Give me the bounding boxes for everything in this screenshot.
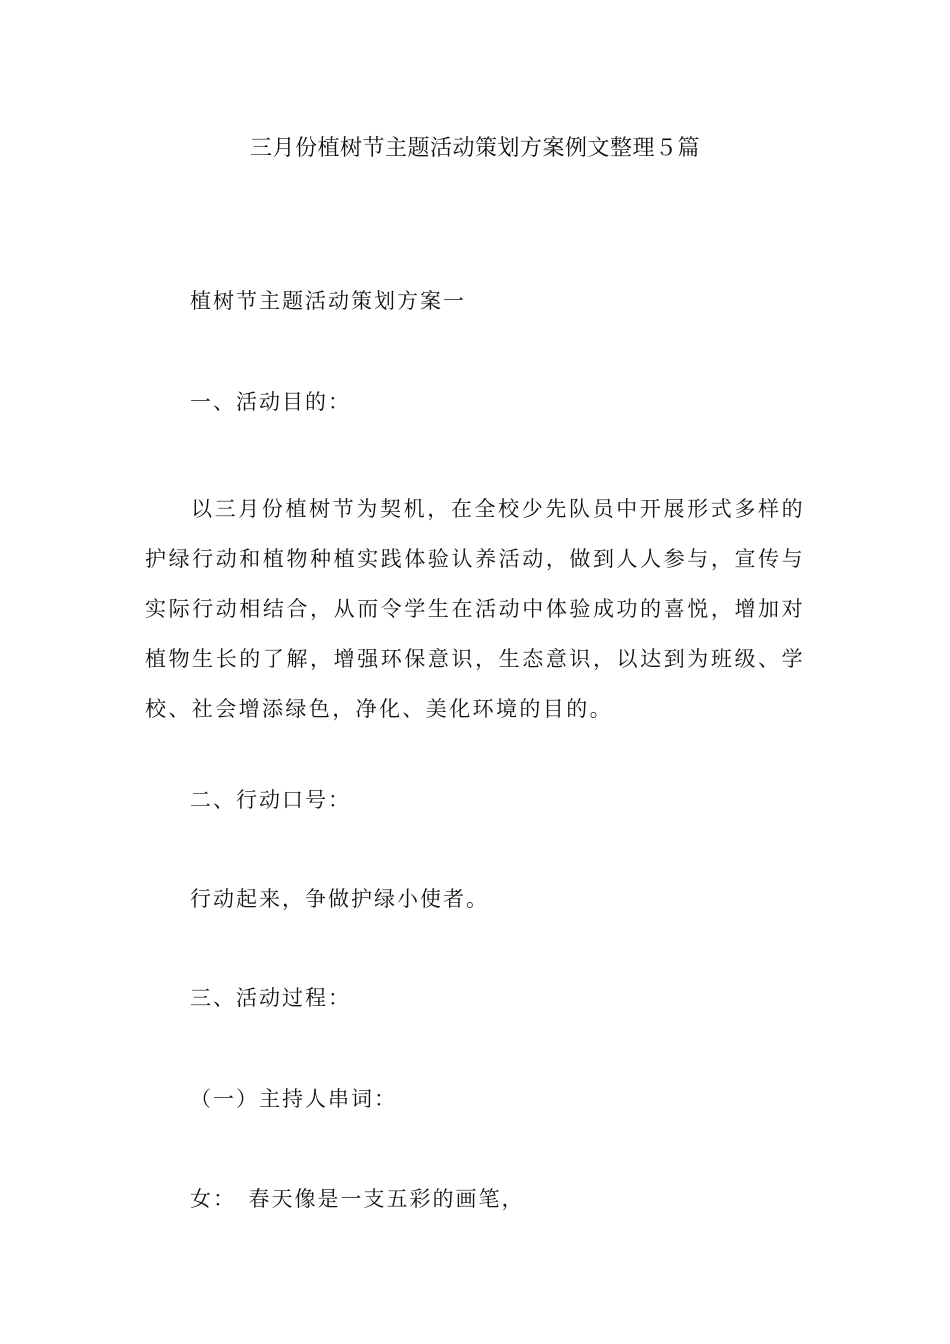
dialogue-line: 女： 春天像是一支五彩的画笔， xyxy=(190,1187,525,1211)
document-title: 三月份植树节主题活动策划方案例文整理５篇 xyxy=(249,136,700,161)
heading-slogan: 二、行动口号： xyxy=(190,788,351,812)
slogan-text: 行动起来，争做护绿小使者。 xyxy=(190,887,489,911)
heading-process: 三、活动过程： xyxy=(190,986,351,1010)
section-title: 植树节主题活动策划方案一 xyxy=(190,289,466,313)
subheading-host-script: （一）主持人串词： xyxy=(190,1087,397,1111)
heading-purpose: 一、活动目的： xyxy=(190,390,351,414)
purpose-paragraph: 以三月份植树节为契机，在全校少先队员中开展形式多样的护绿行动和植物种植实践体验认养活动，做到人人参与，宣传与实际行动相结合，从而令学生在活动中体验成功的喜悦，增加对植物生长的了解，增强环保意识，生态意识，以达到为班级、学校、社会增添绿色，净化、美化环境的目的。 xyxy=(145,497,805,721)
